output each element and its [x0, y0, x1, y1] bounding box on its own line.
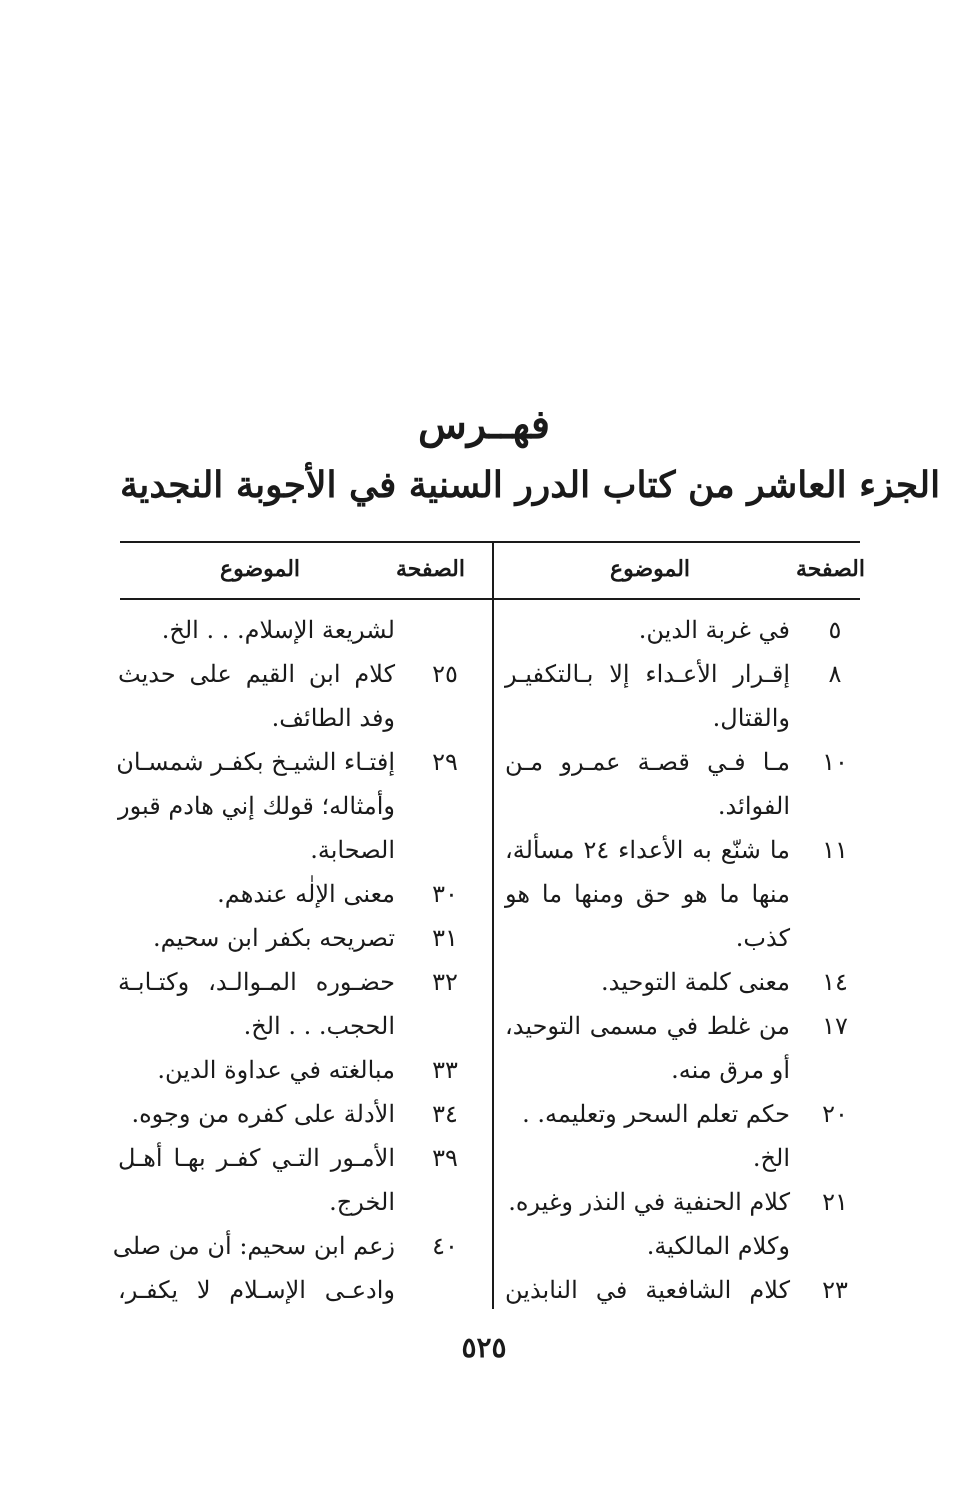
index-title: فهــرس — [418, 401, 550, 448]
right-entry-text: إقـرار الأعـداء إلا بـالتكفيـر — [505, 660, 790, 688]
table-top-rule — [120, 541, 860, 543]
right-entry-text: كلام الشافعية في النابذين — [505, 1276, 790, 1304]
left-entry-page-number: ٣٤ — [432, 1100, 458, 1128]
right-entry-text: كلام الحنفية في النذر وغيره. — [508, 1188, 790, 1216]
table-header-rule — [120, 598, 860, 600]
right-entry-page-number: ١١ — [822, 836, 848, 864]
left-entry-text: مبالغته في عداوة الدين. — [157, 1056, 395, 1084]
right-topic-header: الموضوع — [609, 556, 691, 582]
left-entry-text: حضـوره المـوالـد، وكتـابـة — [118, 968, 395, 996]
left-entry-page-number: ٣٩ — [432, 1144, 458, 1172]
right-entry-text: في غربة الدين. — [638, 616, 790, 644]
left-entry-page-number: ٣٢ — [432, 968, 458, 996]
right-entry-text: معنى كلمة التوحيد. — [601, 968, 790, 996]
left-entry-text: إفتـاء الشيـخ بكفـر شمسـان — [116, 748, 395, 776]
right-entry-page-number: ١٧ — [822, 1012, 848, 1040]
left-entry-text: الأدلة على كفره من وجوه. — [131, 1100, 395, 1128]
left-entry-page-number: ٢٩ — [432, 748, 458, 776]
left-entry-text: وادعـى الإسـلام لا يكفـر، — [118, 1276, 395, 1304]
right-entry-text: كذب. — [735, 924, 790, 952]
right-entry-page-number: ٢١ — [822, 1188, 848, 1216]
left-entry-page-number: ٢٥ — [432, 660, 458, 688]
left-entry-text: الخرج. — [329, 1188, 395, 1216]
left-entry-text: زعم ابن سحيم: أن من صلى — [112, 1232, 395, 1260]
left-page-header: الصفحة — [395, 556, 465, 582]
right-entry-page-number: ٢٠ — [822, 1100, 848, 1128]
right-entry-text: مـا فـي قصـة عمـرو مـن — [505, 748, 790, 776]
left-entry-page-number: ٣٣ — [432, 1056, 458, 1084]
right-entry-text: من غلط في مسمى التوحيد، — [505, 1012, 790, 1040]
right-entry-text: حكم تعلم السحر وتعليمه. . — [522, 1100, 790, 1128]
left-entry-text: الصحابة. — [310, 836, 395, 864]
right-entry-page-number: ٢٣ — [822, 1276, 848, 1304]
column-divider — [492, 541, 494, 1309]
right-entry-page-number: ١٠ — [822, 748, 848, 776]
right-entry-text: ما شنّع به الأعداء ٢٤ مسألة، — [505, 836, 790, 864]
right-entry-page-number: ١٤ — [822, 968, 848, 996]
left-entry-text: كلام ابن القيم على حديث — [118, 660, 395, 688]
right-entry-page-number: ٨ — [828, 660, 842, 688]
volume-subtitle: الجزء العاشر من كتاب الدرر السنية في الأجوبة النجدية — [120, 464, 941, 506]
left-entry-text: وأمثاله؛ قولك إني هادم قبور — [118, 792, 395, 820]
right-entry-text: والقتال. — [712, 704, 790, 732]
right-entry-text: وكلام المالكية. — [646, 1232, 790, 1260]
left-entry-text: وفد الطائف. — [271, 704, 395, 732]
page-number: ٥٢٥ — [461, 1331, 507, 1364]
left-entry-text: معنى الإلٰه عندهم. — [217, 880, 395, 908]
right-entry-page-number: ٥ — [828, 616, 842, 644]
left-topic-header: الموضوع — [219, 556, 301, 582]
left-entry-text: الحجب. . . الخ. — [243, 1012, 395, 1040]
right-entry-text: أو مرق منه. — [671, 1056, 790, 1084]
right-entry-text: منها ما هو حق ومنها ما هو — [505, 880, 790, 908]
right-entry-text: الخ. — [752, 1144, 790, 1172]
right-page-header: الصفحة — [795, 556, 865, 582]
left-entry-text: لشريعة الإسلام. . . الخ. — [161, 616, 395, 644]
left-entry-page-number: ٤٠ — [432, 1232, 458, 1260]
left-entry-text: الأمـور التـي كفـر بهـا أهـل — [118, 1144, 395, 1172]
left-entry-text: تصريحه بكفر ابن سحيم. — [152, 924, 395, 952]
right-entry-text: الفوائد. — [717, 792, 790, 820]
left-entry-page-number: ٣١ — [432, 924, 458, 952]
left-entry-page-number: ٣٠ — [432, 880, 458, 908]
